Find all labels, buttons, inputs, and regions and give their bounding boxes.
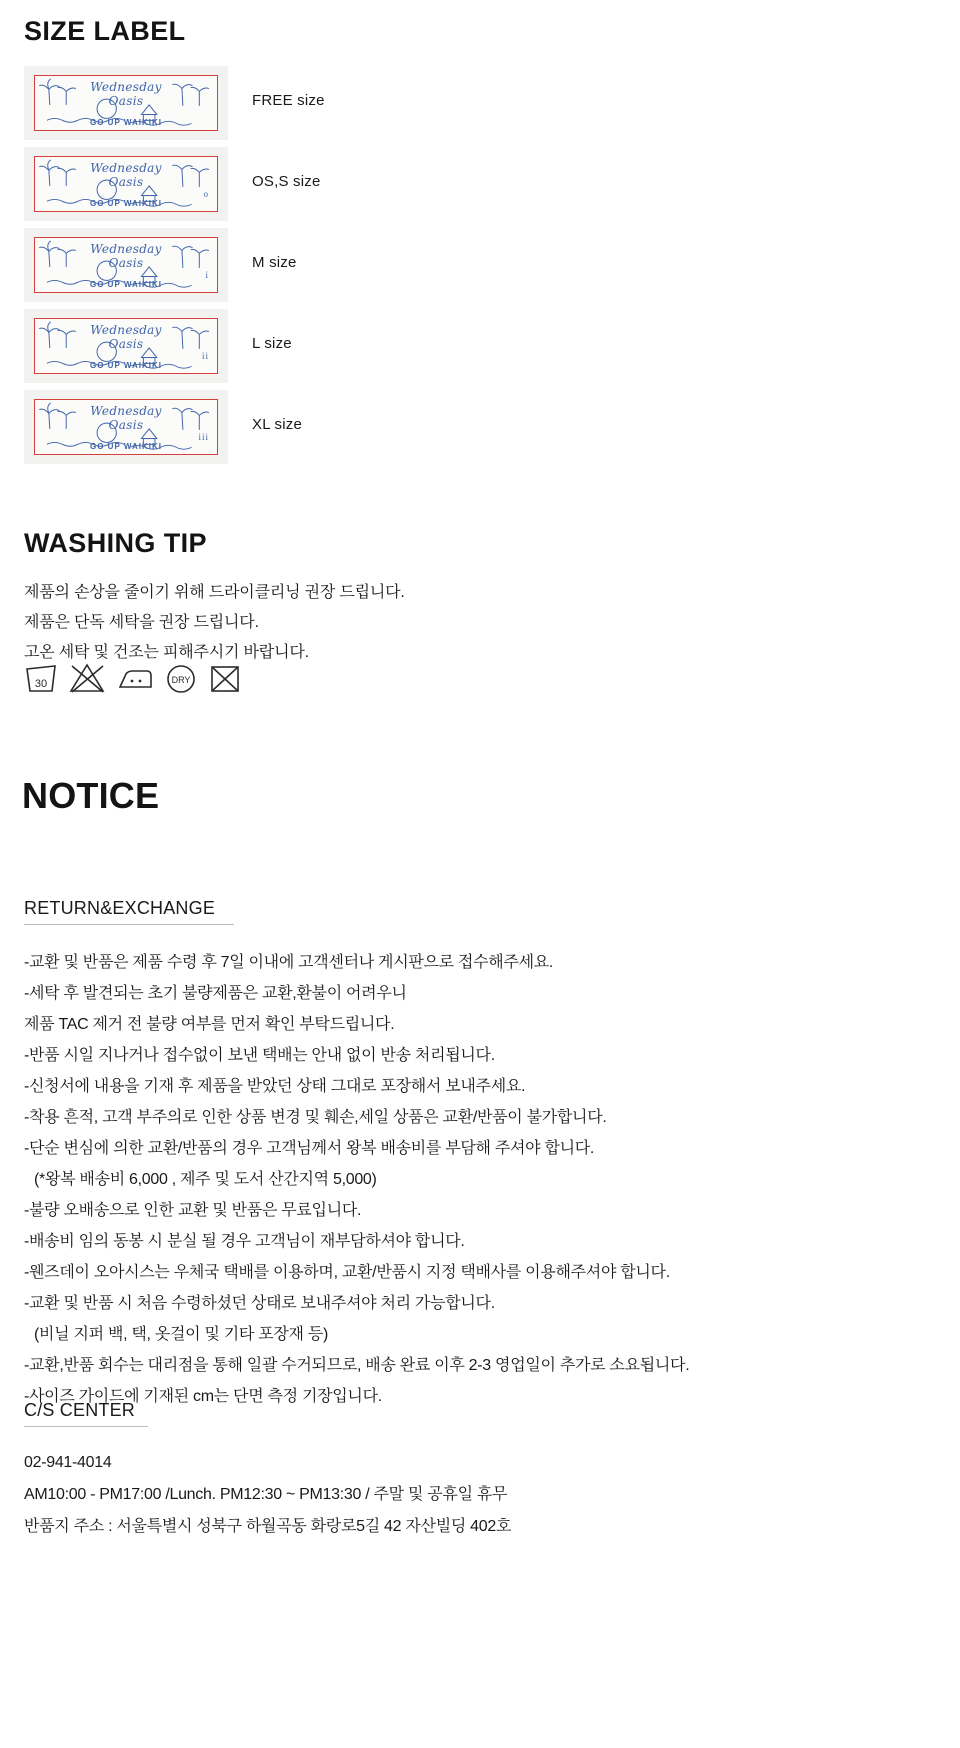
cs-hours: AM10:00 - PM17:00 /Lunch. PM12:30 ~ PM13:30 / 주말 및 공휴일 휴무 (24, 1486, 508, 1503)
cs-phone: 02-941-4014 (24, 1454, 112, 1471)
size-name-label: OS,S size (252, 173, 321, 190)
no-bleach-icon (68, 661, 106, 695)
tag-brand-line2: Oasis (108, 175, 144, 189)
iron-icon (116, 661, 154, 695)
notice-line: (비닐 지퍼 백, 택, 옷걸이 및 기타 포장재 등) (34, 1326, 329, 1343)
size-name-label: XL size (252, 416, 303, 433)
size-label-row (0, 309, 960, 390)
notice-line: 제품 TAC 제거 전 불량 여부를 먼저 확인 부탁드립니다. (24, 1016, 395, 1033)
size-tag-frame (34, 399, 218, 455)
cs-center-text (24, 1452, 924, 1548)
size-tag-image (24, 147, 228, 221)
size-tag-frame (34, 75, 218, 131)
size-label-row (0, 228, 960, 309)
tag-brand-line1: Wednesday (90, 404, 162, 418)
notice-line: -불량 오배송으로 인한 교환 및 반품은 무료입니다. (24, 1202, 362, 1219)
return-exchange-text (24, 952, 924, 1417)
notice-heading: NOTICE (22, 775, 160, 816)
washing-tip-line: 제품의 손상을 줄이기 위해 드라이클리닝 권장 드립니다. (24, 584, 405, 601)
no-dryclean-icon (208, 661, 242, 695)
tag-brand-line1: Wednesday (90, 323, 162, 337)
tag-size-mark: iii (198, 432, 209, 442)
size-tag-image (24, 228, 228, 302)
tag-brand-line1: Wednesday (90, 242, 162, 256)
washing-tip-heading: WASHING TIP (24, 528, 207, 558)
washing-tip-line: 고온 세탁 및 건조는 피해주시기 바랍니다. (24, 644, 309, 661)
washing-tip-line: 제품은 단독 세탁을 권장 드립니다. (24, 614, 259, 631)
size-tag-image (24, 309, 228, 383)
cs-return-address: 반품지 주소 : 서울특별시 성북구 하월곡동 화랑로5길 42 자산빌딩 402호 (24, 1518, 512, 1535)
size-name-label: L size (252, 335, 292, 352)
tag-brand-line2: Oasis (108, 337, 144, 351)
size-tag-frame (34, 156, 218, 212)
cs-center-heading: C/S CENTER (24, 1400, 148, 1427)
size-tag-frame (34, 318, 218, 374)
tag-brand-line2: Oasis (108, 418, 144, 432)
tag-brand-bottom: GO UP WAIKIKI (90, 442, 162, 451)
notice-line: -반품 시일 지나거나 접수없이 보낸 택배는 안내 없이 반송 처리됩니다. (24, 1047, 495, 1064)
wash-30-icon (24, 661, 58, 695)
size-label-row (0, 147, 960, 228)
tag-size-mark: o (203, 189, 209, 199)
notice-line: -교환 및 반품은 제품 수령 후 7일 이내에 고객센터나 게시판으로 접수해주세요. (24, 954, 554, 971)
notice-line: -웬즈데이 오아시스는 우체국 택배를 이용하며, 교환/반품시 지정 택배사를 이용해주셔야 합니다. (24, 1264, 670, 1281)
tag-brand-bottom: GO UP WAIKIKI (90, 280, 162, 289)
care-symbols (24, 661, 242, 695)
notice-line: (*왕복 배송비 6,000 , 제주 및 도서 산간지역 5,000) (34, 1171, 377, 1188)
washing-tip-text (24, 580, 724, 670)
notice-line: -착용 흔적, 고객 부주의로 인한 상품 변경 및 훼손,세일 상품은 교환/반품이 불가합니다. (24, 1109, 607, 1126)
size-tag-image (24, 390, 228, 464)
notice-line: -단순 변심에 의한 교환/반품의 경우 고객님께서 왕복 배송비를 부담해 주셔야 합니다. (24, 1140, 595, 1157)
notice-line: -교환 및 반품 시 처음 수령하셨던 상태로 보내주셔야 처리 가능합니다. (24, 1295, 495, 1312)
tag-size-mark: ii (201, 351, 209, 361)
size-name-label: M size (252, 254, 297, 271)
size-label-list (0, 66, 960, 471)
tumble-dry-text: DRY (171, 675, 191, 685)
tag-brand-bottom: GO UP WAIKIKI (90, 118, 162, 127)
wash-temp-text: 30 (34, 678, 48, 690)
size-label-row (0, 66, 960, 147)
tag-brand-line1: Wednesday (90, 80, 162, 94)
tag-brand-line1: Wednesday (90, 161, 162, 175)
notice-line: -배송비 임의 동봉 시 분실 될 경우 고객님이 재부담하셔야 합니다. (24, 1233, 465, 1250)
tumble-dry-icon (164, 661, 198, 695)
size-label-row (0, 390, 960, 471)
tag-size-mark: i (205, 270, 209, 280)
notice-line: -신청서에 내용을 기재 후 제품을 받았던 상태 그대로 포장해서 보내주세요. (24, 1078, 526, 1095)
size-name-label: FREE size (252, 92, 325, 109)
size-label-heading: SIZE LABEL (24, 16, 186, 46)
size-tag-frame (34, 237, 218, 293)
tag-brand-line2: Oasis (108, 94, 144, 108)
tag-brand-bottom: GO UP WAIKIKI (90, 361, 162, 370)
size-tag-image (24, 66, 228, 140)
return-exchange-heading: RETURN&EXCHANGE (24, 898, 234, 925)
tag-brand-line2: Oasis (108, 256, 144, 270)
tag-brand-bottom: GO UP WAIKIKI (90, 199, 162, 208)
notice-line: -교환,반품 회수는 대리점을 통해 일괄 수거되므로, 배송 완료 이후 2-3 영업일이 추가로 소요됩니다. (24, 1357, 690, 1374)
notice-line: -사이즈 가이드에 기재된 cm는 단면 측정 기장입니다. (24, 1388, 382, 1405)
notice-line: -세탁 후 발견되는 초기 불량제품은 교환,환불이 어려우니 (24, 985, 407, 1002)
